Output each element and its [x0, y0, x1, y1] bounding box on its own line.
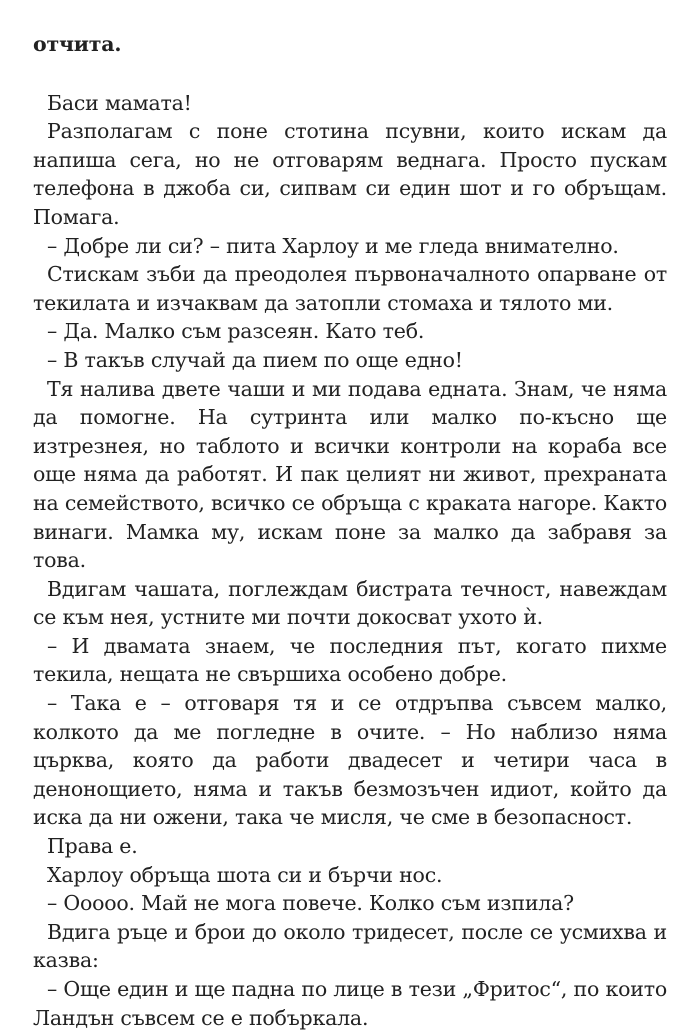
paragraph: – В такъв случай да пием по още едно!	[47, 347, 463, 372]
paragraph: – Така е – отговаря тя и се отдръпва съвсем малко, колкото да ме погледне в очите. – Но наблизо няма църква, която да работи двадесет и четири часа в денонощието, няма и такъв безмозъчен идиот, който да иска да ни ожени, така че мисля, че сме в безопасност.	[33, 691, 667, 830]
paragraph: – И двамата знаем, че последния път, когато пихме текила, нещата не свършиха особено добре.	[33, 633, 667, 687]
paragraph: – Още един и ще падна по лице в тези „Фритос“, по които Ландън съвсем се е побъркала.	[33, 977, 667, 1030]
paragraph: Вдига ръце и брои до около тридесет, после се усмихва и казва:	[33, 919, 667, 973]
paragraph: Вдигам чашата, поглеждам бистрата течност, навеждам се към нея, устните ми почти докосват ухото ѝ.	[33, 576, 667, 630]
paragraph: Тя налива двете чаши и ми подава едната. Знам, че няма да помогне. На сутринта или малко по-късно ще изтрезнея, но таблото и всички контроли на кораба все още няма да работят. И пак целият ни живот, прехраната на семейството, всичко се обръща с краката нагоре. Както винаги. Мамка му, искам поне за малко да забравя за това.	[33, 376, 667, 573]
paragraph: – Добре ли си? – пита Харлоу и ме гледа внимателно.	[47, 233, 619, 258]
paragraph: Баси мамата!	[47, 90, 192, 115]
paragraph: Разполагам с поне стотина псувни, които искам да напиша сега, но не отговарям веднага. Просто пускам телефона в джоба си, сипвам си един шот и го обръщам. Помага.	[33, 119, 667, 229]
book-page	[33, 30, 667, 1032]
page-heading: отчита.	[33, 32, 122, 56]
paragraph: Харлоу обръща шота си и бърчи нос.	[47, 862, 443, 887]
paragraph: – Ооооо. Май не мога повече. Колко съм изпила?	[47, 891, 574, 916]
paragraph: Права е.	[47, 834, 138, 859]
paragraph: Стискам зъби да преодолея първоначалното опарване от текилата и изчаквам да затопли стомаха и тялото ми.	[33, 262, 667, 315]
paragraph: – Да. Малко съм разсеян. Като теб.	[47, 319, 425, 344]
